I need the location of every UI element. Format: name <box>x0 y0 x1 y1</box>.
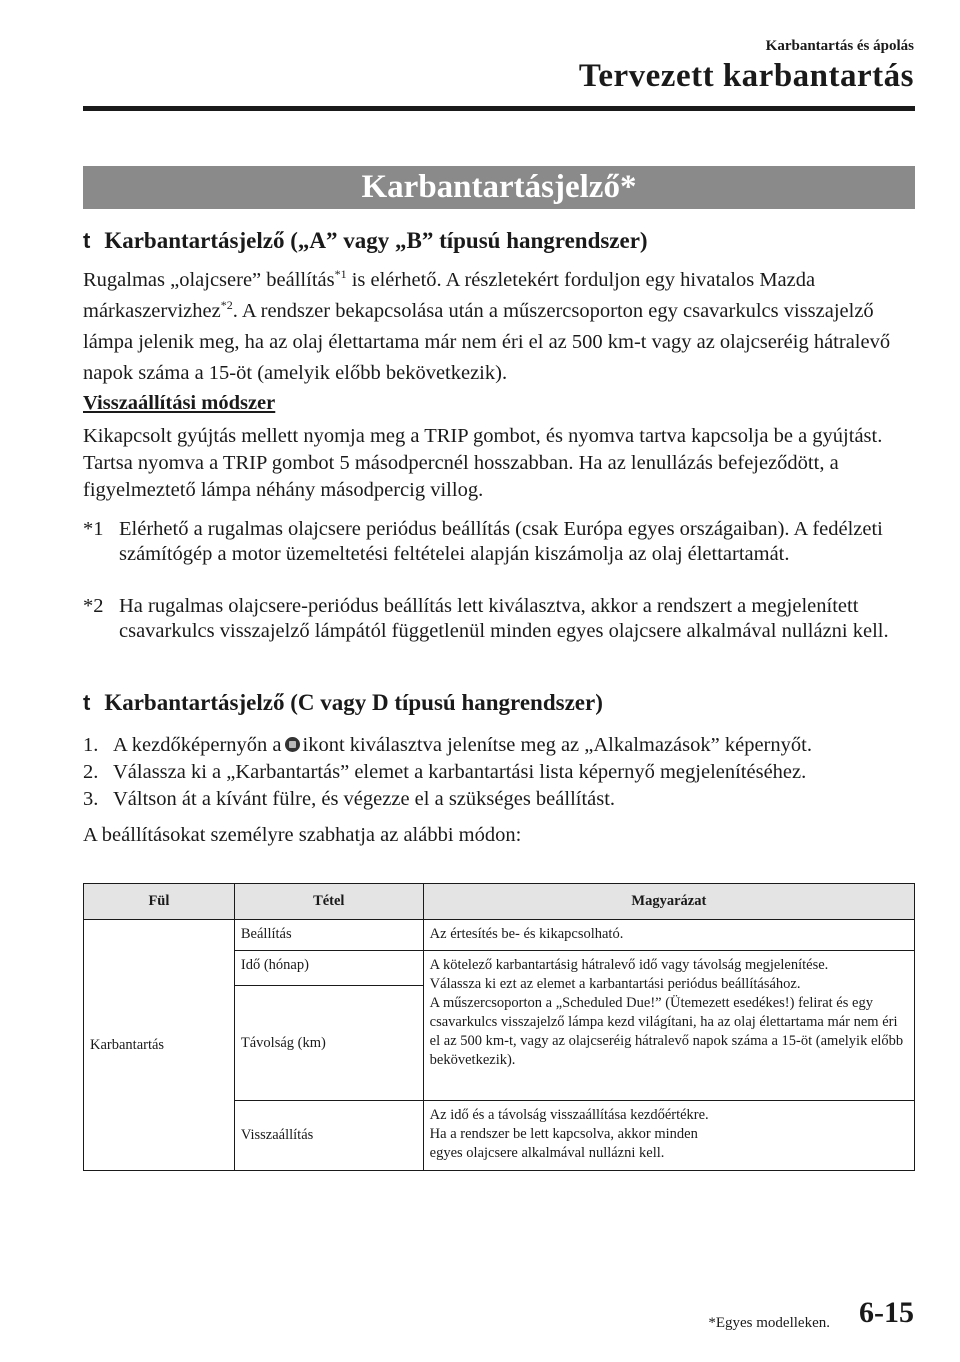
footer-note: *Egyes modelleken. <box>708 1315 830 1331</box>
footnote-text: Elérhető a rugalmas olajcsere periódus beállítás (csak Európa egyes országaiban). A fedélzeti számítógép a motor üzemeltetési feltételei alapján kiszámolja az olaj élettartamát. <box>119 518 883 565</box>
footnote-ref: *1 <box>334 267 347 282</box>
table-header-row <box>84 884 915 920</box>
table-row <box>84 920 915 951</box>
column-header: Tétel <box>234 884 423 920</box>
footnote-number: *1 <box>83 518 104 540</box>
applications-icon <box>285 737 300 752</box>
section-banner: Karbantartásjelző* <box>83 166 915 209</box>
description-cell: Az idő és a távolság visszaállítása kezdőértékre. Ha a rendszer be lett kapcsolva, akkor minden egyes olajcsere alkalmával nullázni kell. <box>423 1101 914 1171</box>
item-cell: Visszaállítás <box>234 1101 423 1171</box>
column-header: Fül <box>84 884 235 920</box>
step-number: 3. <box>83 788 99 810</box>
step-text: Váltson át a kívánt fülre, és végezze el a szükséges beállítást. <box>113 788 616 810</box>
footnote-number: *2 <box>83 595 104 617</box>
footnote-text: Ha rugalmas olajcsere-periódus beállítás lett kiválasztva, akkor a rendszert a megjelenített csavarkulcs visszajelző lámpától függetlenül minden egyes olajcsere alkalmával nullázni kell. <box>119 595 889 642</box>
section-b-heading-text: Karbantartásjelző (C vagy D típusú hangrendszer) <box>104 690 603 715</box>
reset-method-subheading: Visszaállítási módszer <box>83 392 276 414</box>
para-text: is elérhető. A részletekért forduljon egy hivatalos Mazda márkaszervizhez <box>83 269 816 322</box>
header-rule <box>83 106 915 111</box>
item-cell: Idő (hónap) <box>234 951 423 986</box>
step-3 <box>83 786 923 813</box>
bullet-marker: t <box>83 228 91 253</box>
step-text: ikont kiválasztva jelenítse meg az „Alkalmazások” képernyőt. <box>302 734 812 756</box>
description-cell: A kötelező karbantartásig hátralevő idő vagy távolság megjelenítése. Válassza ki ezt az elemet a karbantartási periódus beállításához. A műszercsoporton a „Scheduled Due!” (Ütemezett esedékes!) felirat és egy csavarkulcs visszajelző lámpa kezd világítani, ha az olaj élettartama már nem éri el az 500 km-t, vagy az olajcseréig hátralevő napok száma a 15-öt (amelyik előbb bekövetkezik). <box>423 951 914 1101</box>
settings-table <box>83 883 915 1171</box>
step-number: 2. <box>83 761 99 783</box>
step-2 <box>83 759 923 786</box>
running-header-section: Karbantartás és ápolás <box>765 38 914 54</box>
footnote-ref: *2 <box>220 298 233 313</box>
step-1 <box>83 732 923 759</box>
para-text: Rugalmas „olajcsere” beállítás <box>83 269 335 291</box>
step-text: Válassza ki a „Karbantartás” elemet a karbantartási lista képernyő megjelenítéséhez. <box>113 761 807 783</box>
settings-intro: A beállításokat személyre szabhatja az alábbi módon: <box>83 824 522 846</box>
footnote-2 <box>83 594 918 644</box>
section-a-heading-text: Karbantartásjelző („A” vagy „B” típusú hangrendszer) <box>104 228 648 253</box>
reset-method-paragraph: Kikapcsolt gyújtás mellett nyomja meg a TRIP gombot, és nyomva tartva kapcsolja be a gyújtást. Tartsa nyomva a TRIP gombot 5 másodpercnél hosszabban. Ha az lenullázás befejeződött, a figyelmeztető lámpa néhány másodpercig villog. <box>83 425 883 501</box>
tab-cell: Karbantartás <box>84 920 235 1171</box>
item-cell: Távolság (km) <box>234 986 423 1101</box>
item-cell: Beállítás <box>234 920 423 951</box>
step-number: 1. <box>83 734 99 756</box>
para-text: . A rendszer bekapcsolása után a műszercsoporton egy csavarkulcs visszajelző lámpa jelenik meg, ha az olaj élettartama már nem éri el az 500 km-t vagy az olajcseréig hátralevő napok száma a 15-öt (amelyik előbb bekövetkezik). <box>83 300 891 384</box>
footnote-1 <box>83 517 918 567</box>
section-a-heading <box>83 228 648 254</box>
section-b-heading <box>83 690 603 716</box>
section-a-paragraph <box>83 265 918 389</box>
running-header-title: Tervezett karbantartás <box>578 58 914 94</box>
description-cell: Az értesítés be- és kikapcsolható. <box>423 920 914 951</box>
step-text: A kezdőképernyőn a <box>113 734 282 756</box>
column-header: Magyarázat <box>423 884 914 920</box>
page-number: 6-15 <box>859 1296 914 1329</box>
bullet-marker: t <box>83 690 91 715</box>
